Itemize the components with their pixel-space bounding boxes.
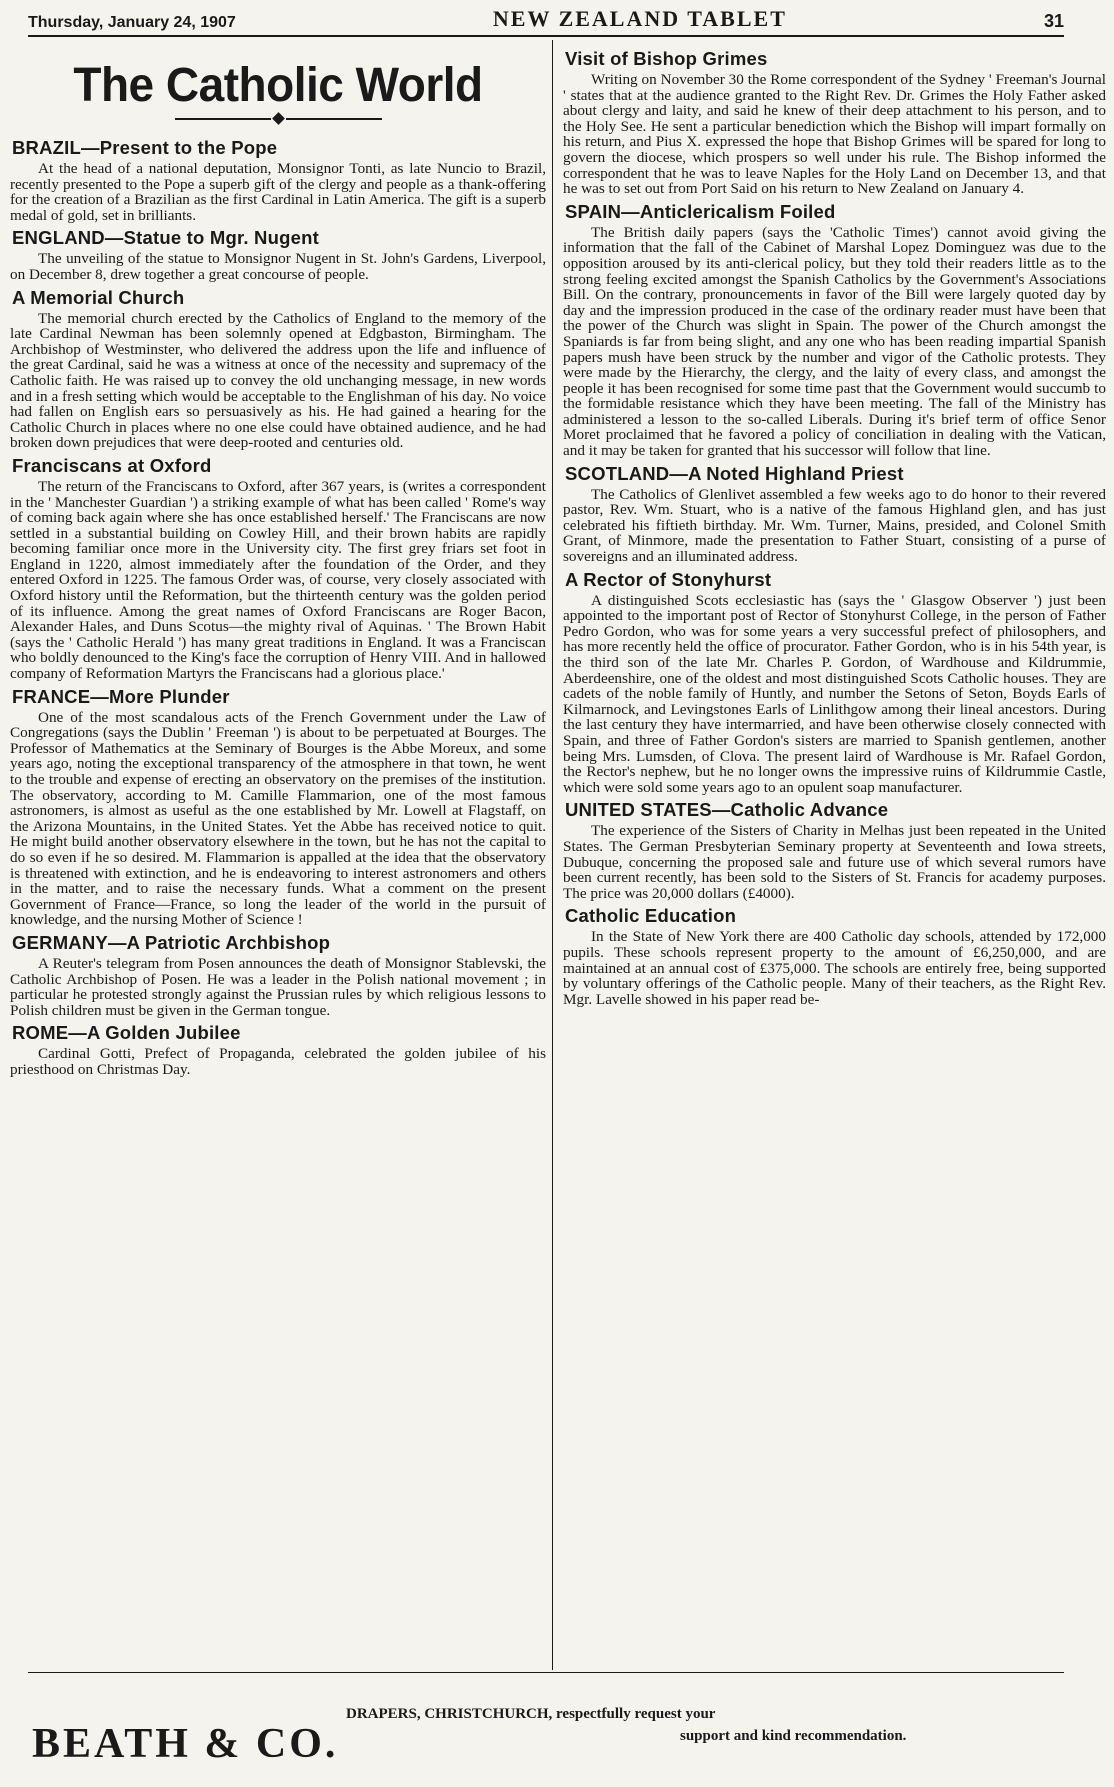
article-paragraph: Cardinal Gotti, Prefect of Propaganda, celebrated the golden jubilee of his priesthood on Christmas Day. <box>10 1045 546 1078</box>
issue-date: Thursday, January 24, 1907 <box>28 14 236 31</box>
section-heading: SPAIN—Anticlericalism Foiled <box>565 200 836 222</box>
section-heading: BRAZIL—Present to the Pope <box>12 137 278 158</box>
page-header <box>28 6 1064 37</box>
ad-tagline: support and kind recommendation. <box>680 1728 907 1744</box>
section-heading: Catholic Education <box>565 905 737 927</box>
article-paragraph: The return of the Franciscans to Oxford, after 367 years, is (writes a correspondent in the ' Manchester Guardian ') a striking example of what has been called ' Rome's way of coming back again where she has once established herself.' The Franciscans are now settled in a substantial building on Cowley Hill, and their brown habits are rapidly becoming familiar once more in the University city. The first grey friars set foot in England in 1220, almost immediately after the foundation of the Order, and they entered Oxford in 1225. The famous Order was, of course, very closely associated with Oxford history until the Reformation, but the thirteenth century was the golden period of its influence. Among the great names of Oxford Franciscans are Roger Bacon, Alexander Hales, and Duns Scotus—the mighty rival of Aquinas. ' The Brown Habit (says the ' Catholic Herald ') has many great traditions in England. It was a Franciscan who boldly denounced to the King's face the corruption of Henry VIII. And in hallowed company of Reformation Martyrs the Franciscans had a glorious place.' <box>10 477 546 683</box>
title-ornament <box>10 114 546 123</box>
article-paragraph: Writing on November 30 the Rome correspondent of the Sydney ' Freeman's Journal ' states that at the audience granted to the Right Rev. Dr. Grimes the Holy Father asked about clergy and laity, and said he knew of their deep attachment to his person, and to the Holy See. He sent a particular benediction which the Bishop will impart formally on his return, and Pius X. expressed the hope that Bishop Grimes will be spared for long to govern the diocese, which prospers so well under his rule. The Bishop informed the correspondent that he was to leave Naples for the Holy Land on December 13, and that he was to set out from Port Said on his return to New Zealand on January 4. <box>563 71 1106 198</box>
article-paragraph: In the State of New York there are 400 Catholic day schools, attended by 172,000 pupils. These schools represent property to the amount of £6,250,000, and are maintained at an annual cost of £375,000. The schools are entirely free, being supported by voluntary offerings of the Catholic people. Many of their teachers, as the Right Rev. Mgr. Lavelle showed in his paper read be- <box>563 928 1106 1008</box>
ad-tagline: DRAPERS, CHRISTCHURCH, respectfully request your <box>346 1706 716 1722</box>
article-paragraph: The unveiling of the statue to Monsignor Nugent in St. John's Gardens, Liverpool, on December 8, drew together a great concourse of people. <box>10 250 546 283</box>
article-paragraph: The Catholics of Glenlivet assembled a few weeks ago to do honor to their revered pastor, Rev. Wm. Stuart, who is a native of the famous Highland glen, and has just celebrated his fiftieth birthday. Mr. Wm. Turner, Mains, presided, and Colonel Smith Grant, of Minmore, made the presentation to Father Stuart, consisting of a purse of sovereigns and an illuminated address. <box>563 485 1106 566</box>
ornament-rule <box>175 118 271 120</box>
bottom-rule <box>28 1672 1064 1673</box>
article-paragraph: One of the most scandalous acts of the French Government under the Law of Congregations (says the Dublin ' Freeman ') is about to be perpetuated at Bourges. The Professor of Mathematics at the Seminary of Bourges is the Abbe Moreux, and some years ago, noting the exceptional transparency of the atmosphere in that town, he went to the trouble and expense of erecting an observatory on the premises of the institution. The observatory, according to M. Camille Flammarion, one of the most famous astronomers, is almost as useful as the one established by Mr. Lowell at Flagstaff, on the Arizona Mountains, in the United States. Yet the Abbe has received notice to quit. He might build another observatory elsewhere in the town, but he has not the capital to do so even if he so desired. M. Flammarion is appalled at the idea that the observatory is threatened with extinction, and he is endeavoring to interest astronomers and others in the matter, and to raise the necessary funds. What a comment on the present Government of France—France, so long the leader of the world in the pursuit of knowledge, and the nursing Mother of Science ! <box>10 708 546 929</box>
page-title: The Catholic World <box>73 56 483 112</box>
right-column <box>563 44 1106 1669</box>
diamond-icon <box>272 112 285 125</box>
section-heading: ROME—A Golden Jubilee <box>12 1022 241 1044</box>
article-paragraph: The experience of the Sisters of Charity in Melhas just been repeated in the United States. The German Presbyterian Seminary property at Seventeenth and Iowa streets, Dubuque, concerning the proposed sale and future use of which several rumors have been current recently, has been sold to the Sisters of St. Francis for academy purposes. The price was 20,000 dollars (£4000). <box>563 822 1106 902</box>
advertisement <box>28 1706 1078 1776</box>
ornament-rule <box>286 118 382 120</box>
section-heading: FRANCE—More Plunder <box>12 685 230 707</box>
section-heading: A Rector of Stonyhurst <box>565 568 772 590</box>
masthead: NEW ZEALAND TABLET <box>492 6 787 31</box>
advertiser-name: BEATH & CO. <box>32 1721 339 1767</box>
section-heading: UNITED STATES—Catholic Advance <box>565 799 889 821</box>
article-paragraph: At the head of a national deputation, Monsignor Tonti, as late Nuncio to Brazil, recently presented to the Pope a superb gift of the clergy and people as a thank-offering for the creation of a Brazilian as the first Cardinal in Latin America. The gift is a superb medal of gold, set in brilliants. <box>10 160 546 224</box>
section-heading: GERMANY—A Patriotic Archbishop <box>12 931 331 953</box>
section-heading: SCOTLAND—A Noted Highland Priest <box>565 462 904 484</box>
article-paragraph: A Reuter's telegram from Posen announces the death of Monsignor Stablevski, the Catholic Archbishop of Posen. He was a leader in the Polish national movement ; in particular he protested strongly against the Prussian rules by which religious lessons to Polish children must be given in the German tongue. <box>10 954 546 1019</box>
column-divider <box>552 40 553 1670</box>
article-paragraph: A distinguished Scots ecclesiastic has (says the ' Glasgow Observer ') just been appointed to the important post of Rector of Stonyhurst College, in the person of Father Pedro Gordon, who was for some years a very successful prefect of philosophers, and has more recently held the office of procurator. Father Gordon, who is in his 54th year, is the third son of the late Mr. Charles P. Gordon, of Wardhouse and Kildrummie, Aberdeenshire, one of the oldest and most distinguished Scots Catholic houses. They are cadets of the noble family of Huntly, and number the Setons of Seton, Boyds Earls of Kilmarnock, and Levingstones Earls of Linlithgow among their lineal ancestors. During the last century they have intermarried, and have been otherwise closely connected with Spain, and three of Father Gordon's sisters are married to Spanish gentlemen, another being Mrs. Lumsden, of Clova. The present laird of Wardhouse is Mr. Rafael Gordon, the Rector's nephew, but he no longer owns the impressive ruins of Kildrummie Castle, which were sold some years ago to an opulent soap manufacturer. <box>563 591 1106 796</box>
section-heading: ENGLAND—Statue to Mgr. Nugent <box>12 227 319 249</box>
article-paragraph: The memorial church erected by the Catholics of England to the memory of the late Cardinal Newman has been solemnly opened at Edgbaston, Birmingham. The Archbishop of Westminster, who delivered the address upon the life and influence of the great Cardinal, said he was a witness at once of the necessity and supremacy of the Catholic faith. He was raised up to convey the old unchanging message, in new words and in a fresh setting which would be acceptable to the Englishman of his day. No voice had fallen on English ears so persuasively as his. He had gained a hearing for the Catholic Church in places where no one else could have obtained audience, and he had broken down prejudices that were deep-rooted and centuries old. <box>10 309 546 452</box>
section-heading: Visit of Bishop Grimes <box>565 48 768 69</box>
page-number: 31 <box>1043 11 1064 31</box>
section-heading: A Memorial Church <box>12 286 185 308</box>
article-paragraph: The British daily papers (says the 'Catholic Times') cannot avoid giving the information that the fall of the Cabinet of Marshal Lopez Dominguez was due to the opposition aroused by its anti-clerical policy, but they told their readers little as to the strong feeling excited amongst the Spanish Catholics by the Government's Associations Bill. On the contrary, pronouncements in favor of the Bill were largely quoted day by day and the impression produced in the case of the ordinary reader must have been that the power of the Church was slight in Spain. The power of the Church amongst the Spaniards is far from being slight, and any one who has been reading impartial Spanish papers mush have been struck by the number and vigor of the Catholic protests. They were made by the Hierarchy, the clergy, and the laity of every class, and amongst the people it has been recognised for some time past that the Government would succumb to the formidable resistance which they have been meeting. The fall of the Ministry has administered a lesson to the so-called Liberals. During it's brief term of office Senor Moret proclaimed that he favored a policy of conciliation in dealing with the Vatican, and it may be taken for granted that his successor will follow that line. <box>563 223 1106 460</box>
left-column <box>10 44 546 1669</box>
section-heading: Franciscans at Oxford <box>12 454 212 476</box>
